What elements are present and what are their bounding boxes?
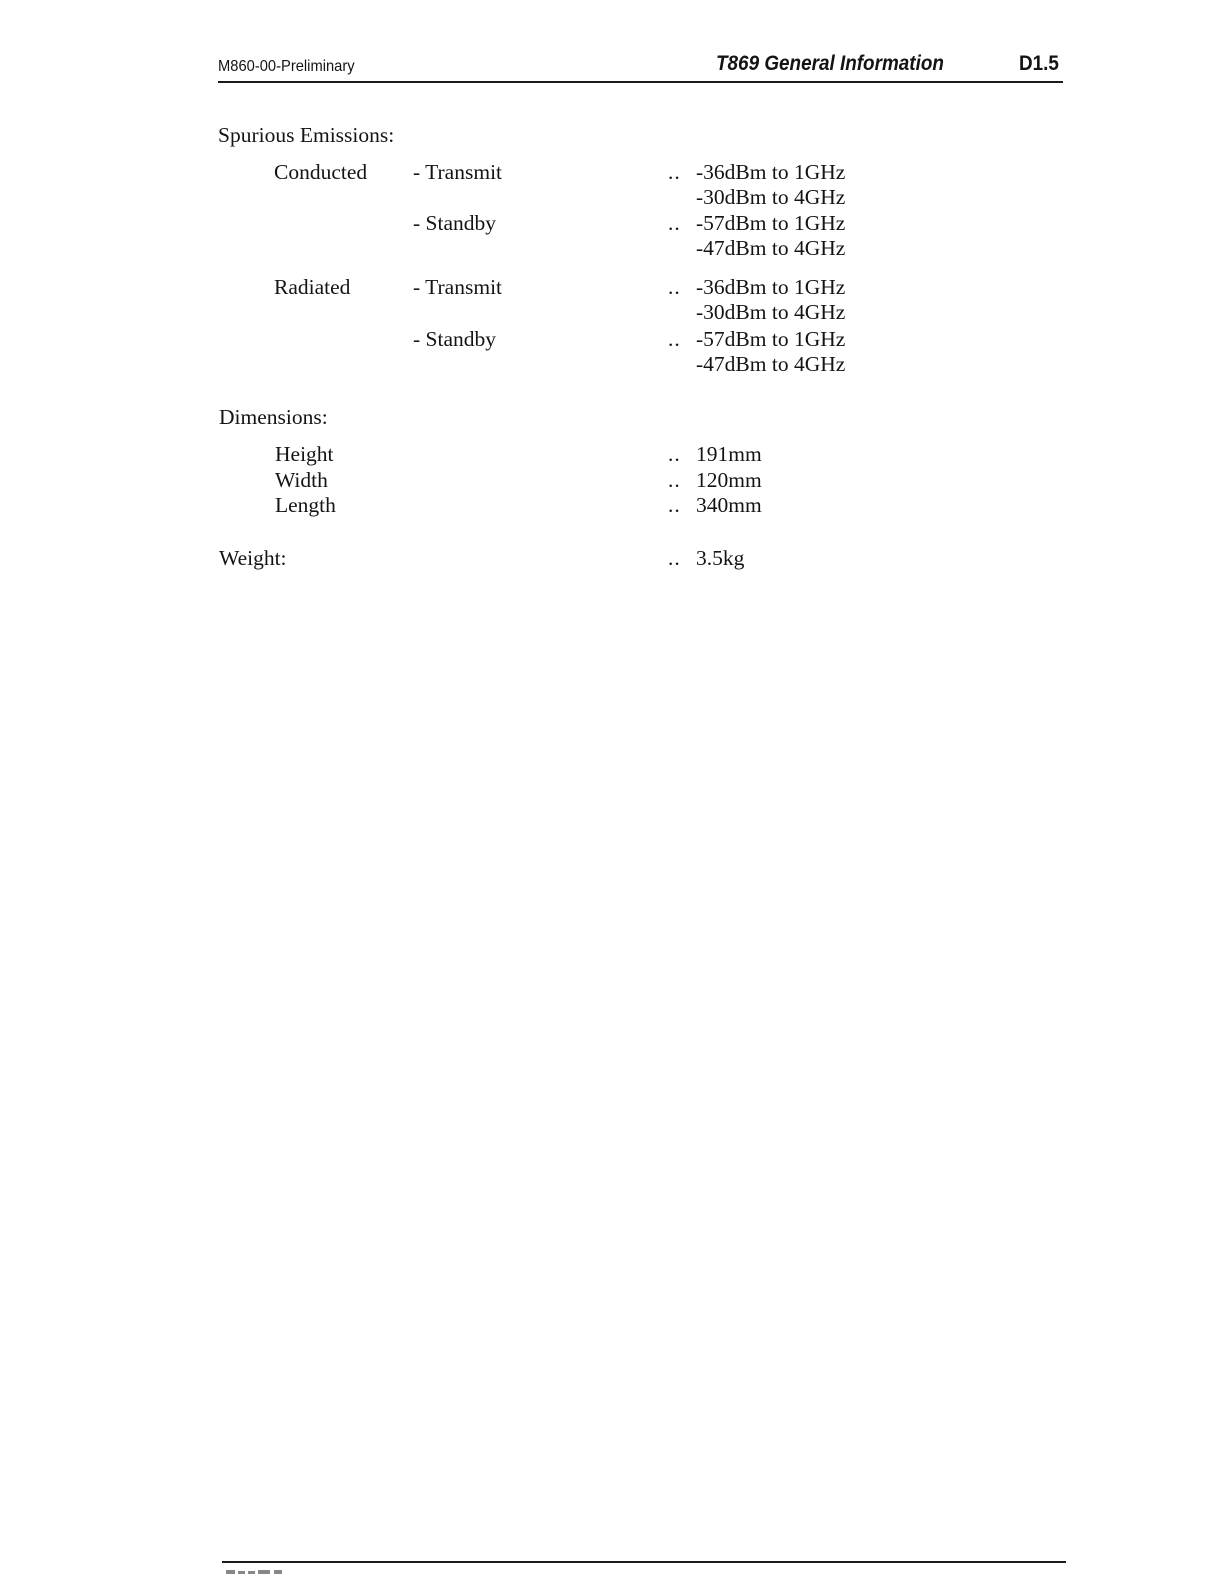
- weight-value: 3.5kg: [696, 546, 745, 570]
- weight-label: Weight:: [219, 546, 287, 570]
- document-id: M860-00-Preliminary: [218, 58, 355, 75]
- footer-left-fragment: [226, 1564, 316, 1584]
- conducted-standby-value-2: -47dBm to 4GHz: [696, 236, 846, 260]
- radiated-transmit-leader: ..: [668, 275, 681, 299]
- radiated-standby-value-2: -47dBm to 4GHz: [696, 352, 846, 376]
- footer-left-text-clip: [226, 1564, 316, 1584]
- spurious-heading: Spurious Emissions:: [218, 123, 395, 147]
- width-value: 120mm: [696, 468, 762, 492]
- conducted-standby-label: - Standby: [413, 211, 497, 235]
- footer-right-fragment: [1002, 1556, 1068, 1562]
- dimensions-heading: Dimensions:: [219, 405, 328, 429]
- conducted-transmit-leader: ..: [668, 160, 681, 184]
- footer-rule: [222, 1561, 1066, 1563]
- height-leader: ..: [668, 442, 681, 466]
- width-label: Width: [275, 468, 328, 492]
- radiated-label: Radiated: [274, 275, 351, 299]
- conducted-standby-value-1: -57dBm to 1GHz: [696, 211, 846, 235]
- conducted-transmit-value-1: -36dBm to 1GHz: [696, 160, 846, 184]
- radiated-transmit-value-2: -30dBm to 4GHz: [696, 300, 846, 324]
- conducted-label: Conducted: [274, 160, 368, 184]
- radiated-standby-leader: ..: [668, 327, 681, 351]
- length-value: 340mm: [696, 493, 762, 517]
- width-leader: ..: [668, 468, 681, 492]
- conducted-standby-leader: ..: [668, 211, 681, 235]
- height-value: 191mm: [696, 442, 762, 466]
- length-leader: ..: [668, 493, 681, 517]
- radiated-standby-value-1: -57dBm to 1GHz: [696, 327, 846, 351]
- header-rule: [218, 81, 1063, 83]
- weight-leader: ..: [668, 546, 681, 570]
- length-label: Length: [275, 493, 336, 517]
- section-number: D1.5: [1019, 52, 1059, 75]
- radiated-standby-label: - Standby: [413, 327, 497, 351]
- radiated-transmit-value-1: -36dBm to 1GHz: [696, 275, 846, 299]
- conducted-transmit-value-2: -30dBm to 4GHz: [696, 185, 846, 209]
- page-title: T869 General Information: [716, 52, 944, 75]
- radiated-transmit-label: - Transmit: [413, 275, 503, 299]
- height-label: Height: [275, 442, 334, 466]
- conducted-transmit-label: - Transmit: [413, 160, 503, 184]
